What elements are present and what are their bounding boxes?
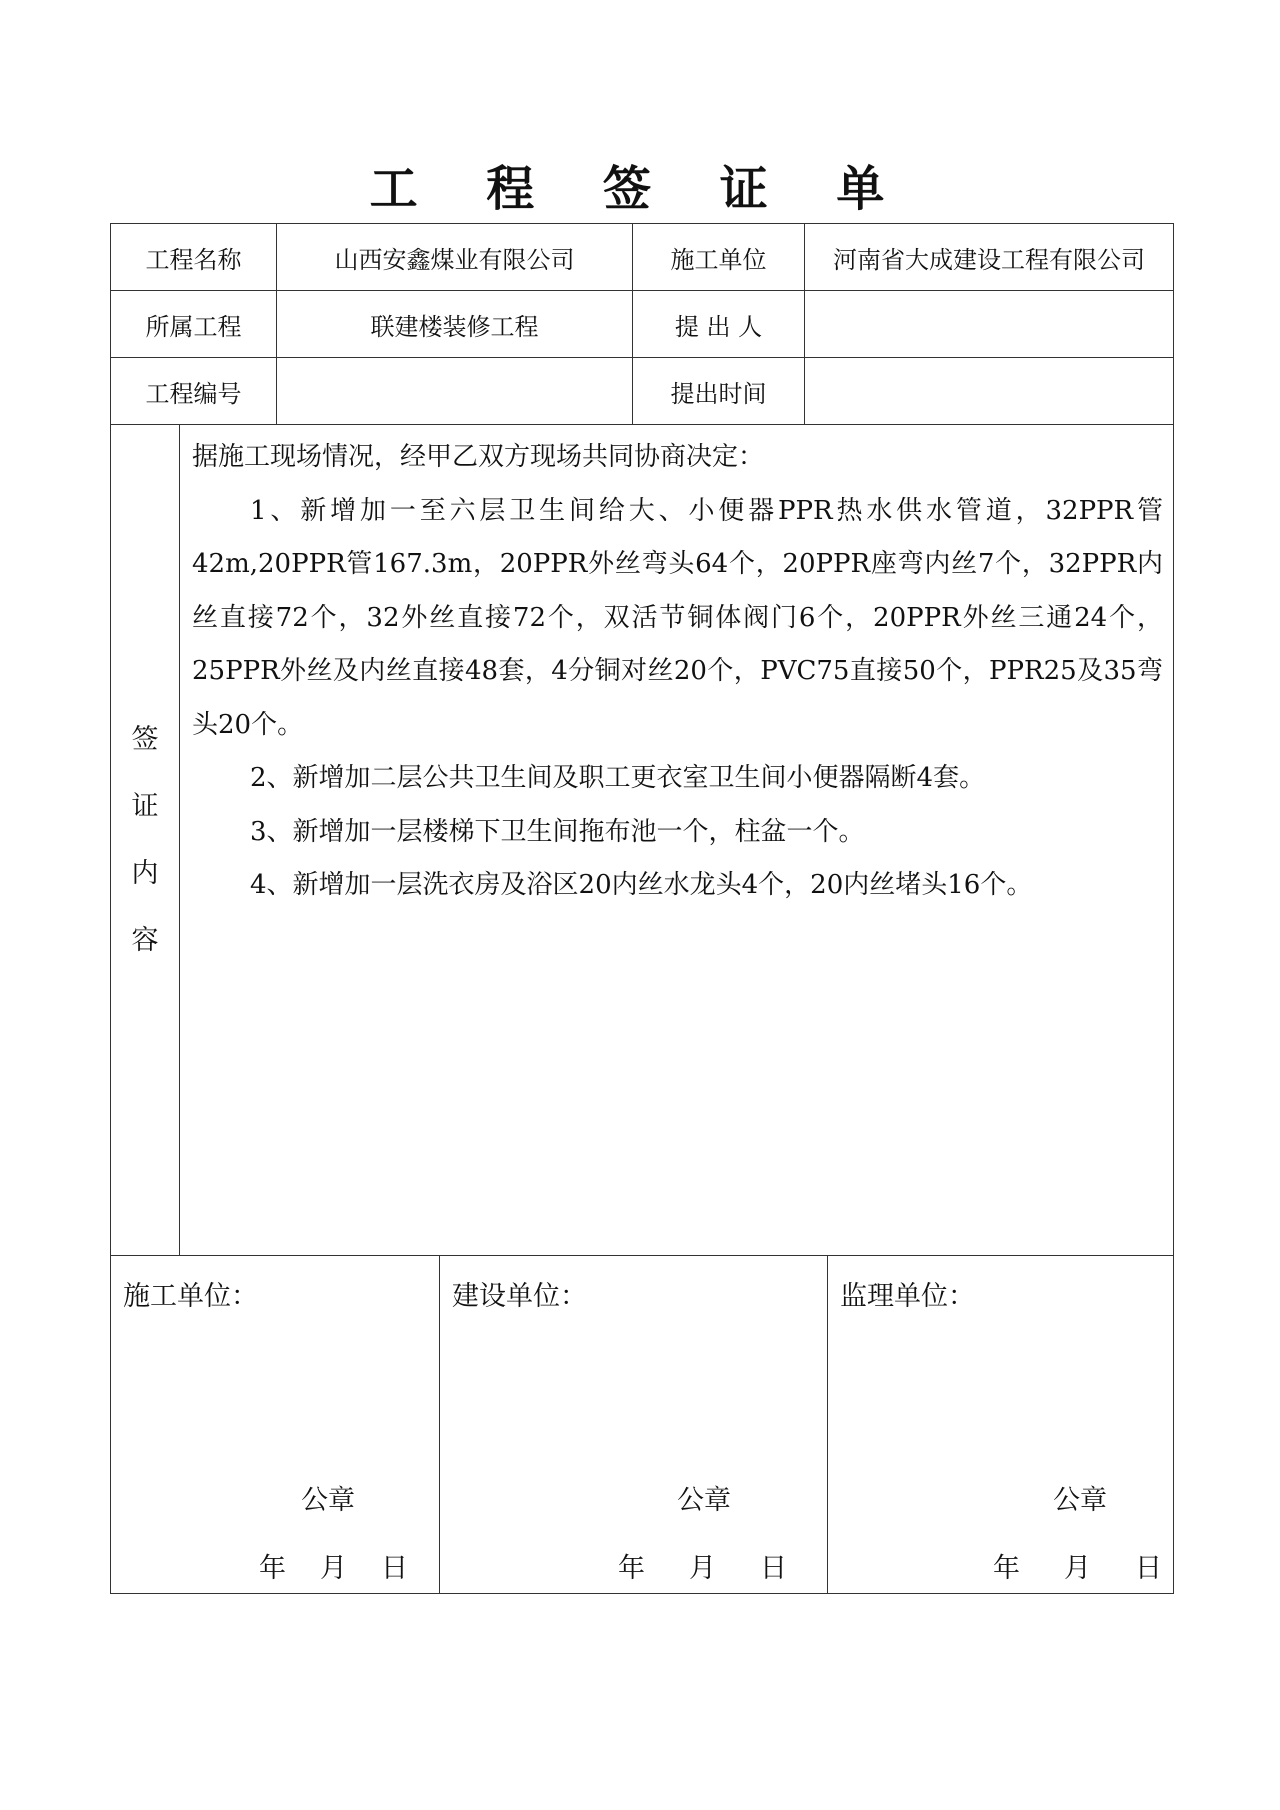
- project-name-value: 山西安鑫煤业有限公司: [277, 224, 633, 291]
- content-item: 3、新增加一层楼梯下卫生间拖布池一个，柱盆一个。: [250, 816, 865, 847]
- project-no-label: 工程编号: [111, 358, 277, 425]
- seal-label: 公章: [301, 1485, 355, 1516]
- parent-project-label: 所属工程: [111, 291, 277, 358]
- project-name-label: 工程名称: [111, 224, 277, 291]
- signature-unit-label: 施工单位：: [123, 1281, 258, 1312]
- signature-unit-label: 监理单位：: [840, 1281, 975, 1312]
- proposed-time-label: 提出时间: [633, 358, 805, 425]
- table-row: [111, 291, 1174, 358]
- date-field: 年 月 日: [993, 1553, 1162, 1584]
- date-field: 年 月 日: [259, 1553, 408, 1584]
- content-item: 4、新增加一层洗衣房及浴区20内丝水龙头4个，20内丝堵头16个。: [250, 870, 1033, 900]
- content-item: 1、新增加一至六层卫生间给大、小便器PPR热水供水管道，32PPR管42m,20PPR管167.3m，20PPR外丝弯头64个，20PPR座弯内丝7个，32PPR内丝直接72个，32外丝直接72个，双活节铜体阀门6个，20PPR外丝三通24个，25PPR外丝及内丝直接48套，4分铜对丝20个，PVC75直接50个，PPR25及35弯头20个。: [192, 495, 1163, 740]
- signature-owner: [440, 1256, 828, 1593]
- seal-label: 公章: [1053, 1485, 1107, 1516]
- content-label-char: 容: [131, 925, 159, 956]
- content-label-char: 签: [131, 724, 159, 755]
- seal-label: 公章: [677, 1485, 731, 1516]
- info-table: [110, 223, 1174, 1256]
- proposed-time-value: [805, 358, 1174, 425]
- date-field: 年 月 日: [618, 1553, 787, 1584]
- signature-section: [110, 1256, 1174, 1594]
- proposer-value: [805, 291, 1174, 358]
- table-row: [111, 358, 1174, 425]
- signature-unit-label: 建设单位：: [452, 1281, 587, 1312]
- content-label-char: 证: [131, 791, 159, 822]
- contractor-label: 施工单位: [633, 224, 805, 291]
- project-no-value: [277, 358, 633, 425]
- contractor-value: 河南省大成建设工程有限公司: [805, 224, 1174, 291]
- content-label-char: 内: [131, 858, 159, 889]
- signature-supervisor: [828, 1256, 1173, 1593]
- parent-project-value: 联建楼装修工程: [277, 291, 633, 358]
- signature-contractor: [111, 1256, 440, 1593]
- content-intro: 据施工现场情况，经甲乙双方现场共同协商决定：: [192, 442, 765, 472]
- content-item: 2、新增加二层公共卫生间及职工更衣室卫生间小便器隔断4套。: [250, 763, 986, 793]
- proposer-label: 提 出 人: [633, 291, 805, 358]
- visa-content: [180, 425, 1173, 1255]
- content-label: [111, 425, 180, 1255]
- content-row: [111, 425, 1174, 1256]
- document-title: 工 程 签 证 单: [369, 161, 911, 217]
- table-row: [111, 224, 1174, 291]
